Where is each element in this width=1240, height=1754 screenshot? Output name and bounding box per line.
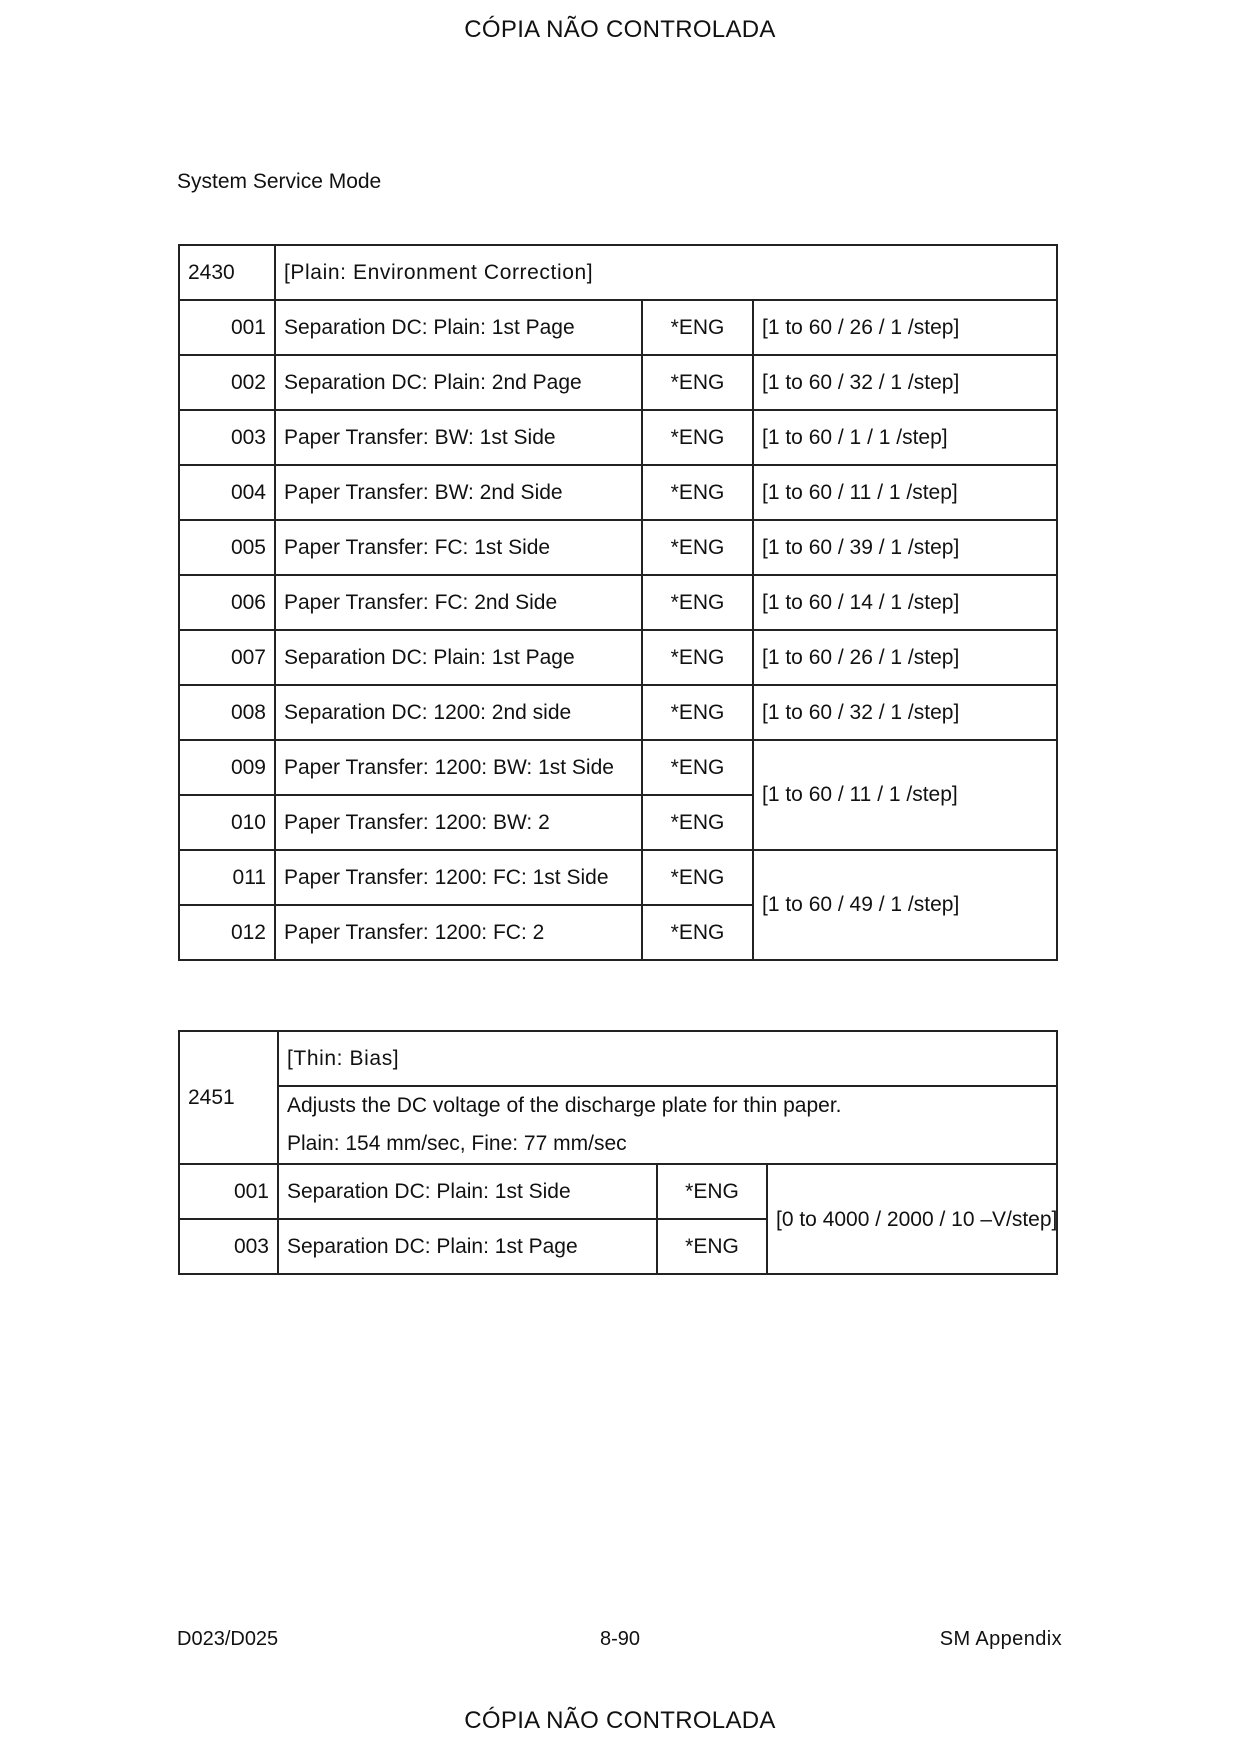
row-eng: *ENG: [642, 300, 753, 355]
row-number: 003: [179, 1219, 278, 1274]
row-number: 002: [179, 355, 275, 410]
sp-title: [Plain: Environment Correction]: [275, 245, 1057, 300]
sp-code: 2430: [179, 245, 275, 300]
table-row: [179, 685, 1057, 740]
table-row: [179, 520, 1057, 575]
table-row: [179, 575, 1057, 630]
row-number: 012: [179, 905, 275, 960]
row-range: [1 to 60 / 11 / 1 /step]: [753, 740, 1057, 850]
table-header-row: [179, 1031, 1057, 1086]
row-number: 011: [179, 850, 275, 905]
row-eng: *ENG: [642, 740, 753, 795]
table-row: [179, 1164, 1057, 1219]
table-row: [179, 355, 1057, 410]
row-name: Paper Transfer: 1200: BW: 1st Side: [275, 740, 642, 795]
description-line: Plain: 154 mm/sec, Fine: 77 mm/sec: [287, 1132, 627, 1155]
row-number: 008: [179, 685, 275, 740]
row-number: 010: [179, 795, 275, 850]
row-number: 001: [179, 300, 275, 355]
row-number: 007: [179, 630, 275, 685]
footer-page-number: 8-90: [599, 1628, 641, 1650]
row-eng: *ENG: [642, 355, 753, 410]
sp-title: [Thin: Bias]: [278, 1031, 1057, 1086]
row-eng: *ENG: [657, 1219, 767, 1274]
row-eng: *ENG: [642, 630, 753, 685]
row-range: [1 to 60 / 1 / 1 /step]: [753, 410, 1057, 465]
sp-description: [278, 1086, 1057, 1164]
table-row: [179, 740, 1057, 795]
row-range: [1 to 60 / 49 / 1 /step]: [753, 850, 1057, 960]
row-eng: *ENG: [642, 685, 753, 740]
row-eng: *ENG: [657, 1164, 767, 1219]
row-range: [1 to 60 / 26 / 1 /step]: [753, 300, 1057, 355]
row-name: Paper Transfer: BW: 1st Side: [275, 410, 642, 465]
row-name: Separation DC: Plain: 1st Page: [275, 630, 642, 685]
table-row: [179, 850, 1057, 905]
sp-code: 2451: [179, 1031, 278, 1164]
row-eng: *ENG: [642, 465, 753, 520]
row-eng: *ENG: [642, 520, 753, 575]
row-name: Paper Transfer: BW: 2nd Side: [275, 465, 642, 520]
table-row: [179, 300, 1057, 355]
row-number: 006: [179, 575, 275, 630]
watermark-bottom: CÓPIA NÃO CONTROLADA: [464, 1707, 776, 1734]
row-eng: *ENG: [642, 795, 753, 850]
row-name: Paper Transfer: 1200: FC: 2: [275, 905, 642, 960]
row-number: 001: [179, 1164, 278, 1219]
row-range: [1 to 60 / 14 / 1 /step]: [753, 575, 1057, 630]
sp-table-2430: [178, 244, 1058, 961]
description-line: Adjusts the DC voltage of the discharge plate for thin paper.: [287, 1094, 842, 1117]
row-range: [1 to 60 / 32 / 1 /step]: [753, 685, 1057, 740]
row-name: Paper Transfer: FC: 2nd Side: [275, 575, 642, 630]
table-description-row: [179, 1086, 1057, 1164]
row-name: Paper Transfer: FC: 1st Side: [275, 520, 642, 575]
row-number: 004: [179, 465, 275, 520]
table-header-row: [179, 245, 1057, 300]
table-row: [179, 465, 1057, 520]
section-heading: System Service Mode: [177, 170, 382, 193]
row-eng: *ENG: [642, 905, 753, 960]
row-number: 003: [179, 410, 275, 465]
row-eng: *ENG: [642, 410, 753, 465]
table-row: [179, 630, 1057, 685]
row-name: Separation DC: Plain: 2nd Page: [275, 355, 642, 410]
row-name: Separation DC: Plain: 1st Side: [278, 1164, 657, 1219]
row-number: 005: [179, 520, 275, 575]
row-eng: *ENG: [642, 575, 753, 630]
row-range: [1 to 60 / 39 / 1 /step]: [753, 520, 1057, 575]
footer-model-code: D023/D025: [177, 1628, 279, 1650]
row-name: Paper Transfer: 1200: BW: 2: [275, 795, 642, 850]
row-name: Paper Transfer: 1200: FC: 1st Side: [275, 850, 642, 905]
table-row: [179, 410, 1057, 465]
watermark-top: CÓPIA NÃO CONTROLADA: [464, 16, 776, 43]
row-range: [1 to 60 / 26 / 1 /step]: [753, 630, 1057, 685]
row-range: [1 to 60 / 32 / 1 /step]: [753, 355, 1057, 410]
row-number: 009: [179, 740, 275, 795]
row-name: Separation DC: 1200: 2nd side: [275, 685, 642, 740]
row-name: Separation DC: Plain: 1st Page: [275, 300, 642, 355]
row-range: [1 to 60 / 11 / 1 /step]: [753, 465, 1057, 520]
sp-table-2451: [178, 1030, 1058, 1275]
row-eng: *ENG: [642, 850, 753, 905]
row-range: [0 to 4000 / 2000 / 10 –V/step]: [767, 1164, 1057, 1274]
footer-section-name: SM Appendix: [939, 1628, 1062, 1650]
row-name: Separation DC: Plain: 1st Page: [278, 1219, 657, 1274]
